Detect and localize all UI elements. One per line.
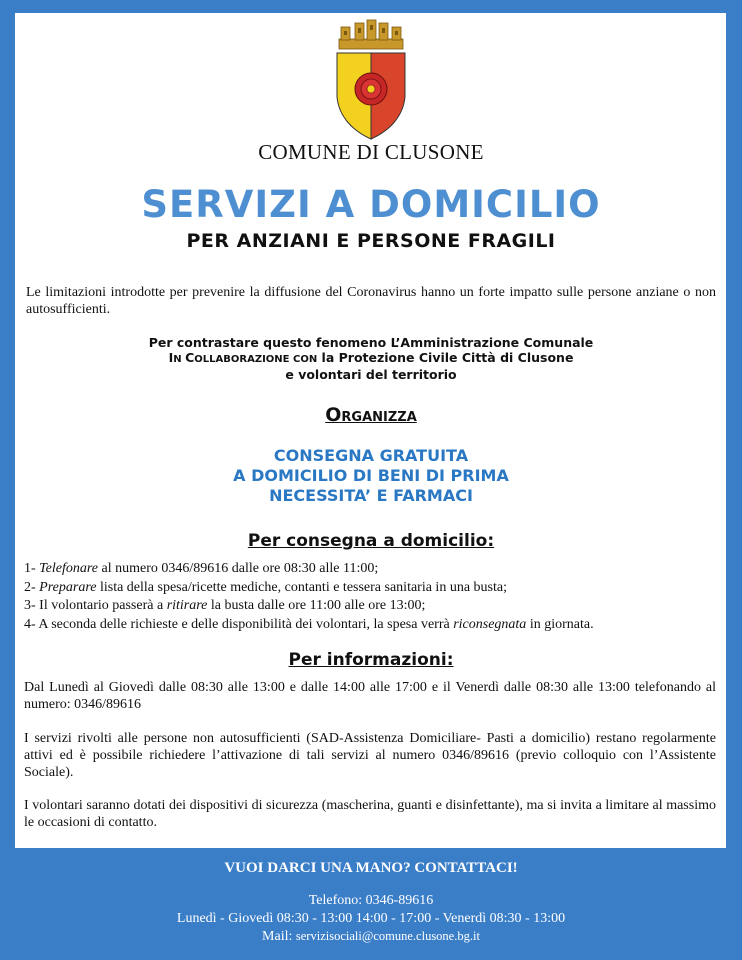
info-paragraph-safety: I volontari saranno dotati dei dispositivi di sicurezza (mascherina, guanti e disinfettante), ma si invita a limitare al massimo le occasioni di contatto. [24,798,716,830]
collab-line-2 [0,350,742,367]
intro-text: Le limitazioni introdotte per prevenire la diffusione del Coronavirus hanno un forte impatto sulle persone anziane o non autosufficienti. [26,285,716,317]
step-emphasis: ritirare [166,598,208,613]
consegna-line-3: NECESSITA’ E FARMACI [269,486,473,505]
collab-line-1: Per contrastare questo fenomeno L’Amministrazione Comunale [148,335,594,350]
list-item [24,597,724,616]
step-emphasis: Telefonare [39,561,99,576]
consegna-block [0,446,742,506]
list-item [24,579,724,598]
step-prefix: 2- [24,579,40,595]
step-suffix: la busta dalle ore 11:00 alle ore 13:00; [207,598,426,613]
footer-call-to-action: VUOI DARCI UNA MANO? CONTATTACI! [224,860,518,876]
step-suffix: in giornata. [526,616,594,632]
consegna-line-2: A DOMICILIO DI BENI DI PRIMA [233,466,509,485]
domicilio-heading: Per consegna a domicilio: [247,531,495,551]
collab-protezione: la Protezione Civile Città di Clusone [317,350,574,365]
step-suffix: al numero 0346/89616 dalle ore 08:30 alle 11:00; [98,561,379,576]
footer-mail-link[interactable]: servizisociali@comune.clusone.bg.it [295,929,480,943]
footer-mail [0,929,742,945]
footer-phone: Telefono: 0346-89616 [308,893,434,908]
clusone-coat-of-arms-icon [331,17,411,141]
footer-mail-label: Mail: [262,929,296,944]
collab-small-text: OLLABORAZIONE CON [194,354,318,365]
consegna-line-1: CONSEGNA GRATUITA [273,446,469,465]
footer-hours: Lunedì - Giovedì 08:30 - 13:00 14:00 - 17:00 - Venerdì 08:30 - 13:00 [176,911,566,926]
step-prefix: 1- [24,561,40,576]
info-paragraph-services: I servizi rivolti alle persone non autosufficienti (SAD-Assistenza Domiciliare- Pasti a domicilio) restano regolarmente attivi ed è possibile richiedere l’attivazione di tali servizi al numero 0346/89616 (previo colloquio con l’Assistente Sociale). [24,731,716,780]
collab-cap-i: I [168,350,174,365]
list-item [24,616,724,635]
step-prefix: 3- Il volontario passerà a [24,598,167,613]
steps-list [24,560,724,634]
collaboration-block [0,335,742,382]
collab-cap-c: C [185,350,195,365]
info-paragraph-hours: Dal Lunedì al Giovedì dalle 08:30 alle 13:00 e dalle 14:00 alle 17:00 e il Venerdì dalle 08:30 alle 13:00 telefonando al numero: 0346/89616 [24,680,716,712]
collab-small-n: N [173,354,186,365]
comune-name: COMUNE DI CLUSONE [258,140,484,164]
step-prefix: 4- A seconda delle richieste e delle disponibilità dei volontari, la spesa verrà [24,616,454,632]
organizza-heading: Organizza [325,404,417,426]
page-title: SERVIZI A DOMICILIO [141,183,601,226]
collab-line-3: e volontari del territorio [285,367,457,382]
step-suffix: lista della spesa/ricette mediche, contanti e tessera sanitaria in una busta; [96,579,507,595]
list-item [24,560,724,579]
info-heading: Per informazioni: [288,650,454,670]
page-subtitle: PER ANZIANI E PERSONE FRAGILI [186,230,556,252]
step-emphasis: riconsegnata [453,616,527,632]
step-emphasis: Preparare [39,579,97,595]
